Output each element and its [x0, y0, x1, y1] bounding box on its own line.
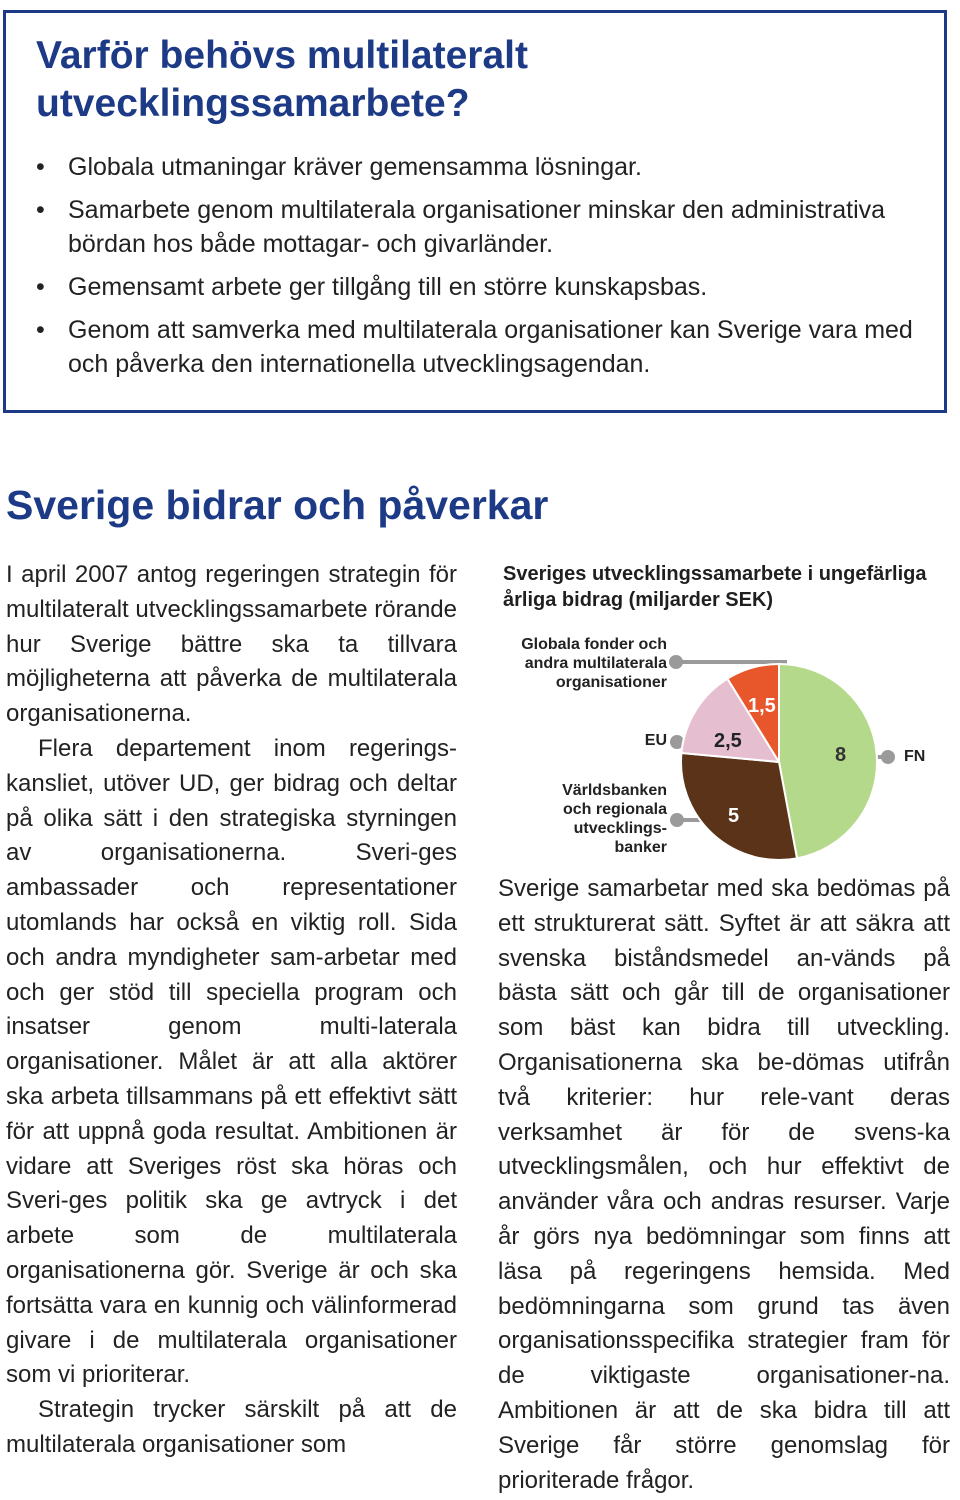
data-label-varldsbanken: 5 [728, 805, 740, 827]
bullet-dot-icon: • [36, 273, 45, 301]
pie-chart [495, 620, 950, 870]
paragraph: Flera departement inom regerings-kansliet, utöver UD, ger bidrag och deltar på olika sätt i den strategiska styrningen av organisationerna. Sveri-ges ambassader och representationer utomlands har också en viktig roll. Sida och andra myndigheter sam-arbetar med och ger stöd till speciella program och insatser genom multi-laterala organisationer. Målet är att alla aktörer ska arbeta tillsammans på ett effektivt sätt för att uppnå goda resultat. Ambitionen är vidare att Sveriges röst ska höras och Sveri-ges politik ska ge avtryck i det arbete som de multilaterala organisationerna gör. Sverige är och ska fortsätta vara en kunnig och välinformerad givare i de multilaterala organisationer som vi prioriterar. [6, 734, 457, 1389]
label-fn [904, 747, 944, 766]
paragraph: Strategin trycker särskilt på att de multilaterala organisationer som [6, 1396, 457, 1458]
leader-dot-fn [881, 750, 895, 764]
bullet-list [36, 150, 936, 390]
label-line: och regionala [562, 801, 667, 818]
paragraph: I april 2007 antog regeringen strategin för multilateralt utvecklingssamarbete rörande hur Sverige bättre ska ta tillvara möjligheterna att påverka de multilaterala organisationerna. [6, 561, 457, 728]
left-column [6, 558, 457, 1463]
bullet-text: Gemensamt arbete ger tillgång till en större kunskapsbas. [68, 273, 708, 301]
label-line: Globala fonder och [521, 636, 667, 653]
label-line: Världsbanken [562, 782, 667, 799]
box-title: Varför behövs multilateralt utvecklingssamarbete? [36, 34, 528, 125]
pie-slices [681, 664, 877, 860]
section-title: Sverige bidrar och påverkar [6, 482, 549, 528]
bullet-dot-icon: • [36, 153, 45, 181]
label-line: organisationer [555, 674, 667, 691]
data-label-globala-fonder: 1,5 [748, 695, 776, 717]
label-line: utvecklings- [573, 820, 667, 837]
label-line: FN [904, 748, 926, 765]
bullet-text: Globala utmaningar kräver gemensamma lösningar. [68, 153, 642, 181]
label-globala-fonder [495, 635, 667, 692]
leader-dot-gf [669, 655, 683, 669]
bullet-item [36, 150, 936, 184]
bullet-item [36, 270, 936, 304]
bullet-item [36, 313, 936, 381]
bullet-dot-icon: • [36, 316, 45, 344]
chart-title: Sveriges utvecklingssamarbete i ungefärliga årliga bidrag (miljarder SEK) [503, 563, 927, 611]
bullet-item [36, 193, 936, 261]
paragraph: Sverige samarbetar med ska bedömas på ett strukturerat sätt. Syftet är att säkra att svenska biståndsmedel an-vänds på bästa sätt och går till de organisationer som bäst kan bidra till utveckling. Organisationerna ska be-dömas utifrån två kriterier: hur rele-vant deras verksamhet är för de svens-ka utvecklingsmålen, och hur effektivt de använder våra och andras resurser. Varje år görs nya bedömningar som finns att läsa på regeringens hemsida. Med bedömningarna som grund tas även organisationsspecifika strategier fram för de viktigaste organisationer-na. Ambitionen är att de ska bidra till att Sverige får större genomslag för prioriterade frågor. [498, 875, 950, 1494]
bullet-text: Samarbete genom multilaterala organisationer minskar den administrativa bördan hos både mottagar- och givarländer. [68, 196, 886, 258]
leader-dot-wb [670, 813, 684, 827]
label-line: banker [614, 839, 667, 856]
label-line: EU [644, 732, 667, 749]
data-label-eu: 2,5 [714, 730, 742, 752]
label-eu [595, 731, 667, 750]
pie-slice-0 [779, 664, 877, 858]
label-varldsbanken [495, 781, 667, 857]
right-column [498, 872, 950, 1498]
data-label-fn: 8 [835, 744, 847, 766]
bullet-text: Genom att samverka med multilaterala organisationer kan Sverige vara med och påverka den internationella utvecklingsagendan. [68, 316, 913, 378]
bullet-dot-icon: • [36, 196, 45, 224]
label-line: andra multilaterala [524, 655, 667, 672]
